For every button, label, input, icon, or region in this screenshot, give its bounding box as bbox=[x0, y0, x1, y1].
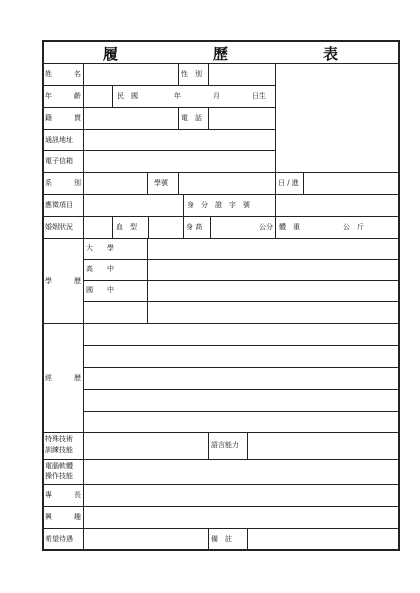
col-line bbox=[178, 107, 179, 129]
expected-salary-field[interactable] bbox=[84, 529, 207, 549]
label-year: 年 bbox=[174, 92, 181, 100]
label-position: 應徵項目 bbox=[45, 201, 73, 209]
label-specialty-b: 長 bbox=[74, 491, 81, 499]
label-expected-salary: 希望待遇 bbox=[45, 535, 73, 543]
university-field[interactable] bbox=[148, 239, 398, 258]
label-computer-line2: 操作技能 bbox=[45, 472, 73, 480]
photo-area[interactable] bbox=[276, 64, 397, 171]
label-blood-type: 血 型 bbox=[116, 223, 137, 231]
col-line bbox=[178, 63, 179, 85]
col-line bbox=[303, 172, 304, 194]
name-field[interactable] bbox=[84, 64, 177, 84]
border-bottom bbox=[42, 549, 400, 551]
col-line bbox=[275, 172, 276, 194]
high-school-field[interactable] bbox=[148, 260, 398, 279]
address-field[interactable] bbox=[84, 130, 274, 149]
label-hobby-a: 興 bbox=[45, 513, 52, 521]
label-age-a: 年 bbox=[45, 92, 52, 100]
label-experience-a: 經 bbox=[45, 374, 52, 382]
col-line bbox=[183, 216, 184, 238]
label-university: 大 學 bbox=[86, 244, 114, 252]
marital-field[interactable] bbox=[84, 217, 111, 237]
hobby-field[interactable] bbox=[84, 507, 398, 527]
label-weight: 體 重 bbox=[279, 223, 300, 231]
phone-field[interactable] bbox=[209, 108, 274, 128]
student-id-field[interactable] bbox=[179, 173, 274, 193]
border-left bbox=[42, 40, 44, 551]
label-native-b: 貫 bbox=[74, 114, 81, 122]
email-field[interactable] bbox=[84, 151, 274, 171]
label-name-a: 姓 bbox=[45, 70, 52, 78]
computer-skills-field[interactable] bbox=[84, 460, 398, 483]
label-gender: 性 別 bbox=[181, 70, 202, 78]
blood-type-field[interactable] bbox=[149, 217, 182, 237]
department-field[interactable] bbox=[84, 173, 146, 193]
label-skills-line1: 特殊技術 bbox=[45, 435, 73, 443]
label-marital: 婚姻狀況 bbox=[45, 223, 73, 231]
form-title: 履 歷 表 bbox=[102, 45, 378, 63]
label-day-night: 日 / 進 bbox=[278, 179, 299, 187]
position-field[interactable] bbox=[84, 195, 182, 215]
label-grade: 學號 bbox=[154, 179, 168, 187]
label-education-a: 學 bbox=[45, 277, 52, 285]
id-number-field[interactable] bbox=[276, 195, 397, 215]
col-line bbox=[208, 528, 209, 550]
middle-school-field[interactable] bbox=[148, 281, 398, 300]
language-field[interactable] bbox=[248, 433, 398, 458]
experience-field[interactable] bbox=[84, 324, 398, 431]
label-age-b: 齡 bbox=[74, 92, 81, 100]
col-line bbox=[275, 216, 276, 238]
label-day: 日生 bbox=[252, 92, 266, 100]
label-id-number: 身 分 證 字 號 bbox=[187, 201, 250, 209]
col-line bbox=[112, 216, 113, 238]
remarks-field[interactable] bbox=[248, 529, 398, 549]
label-remarks: 備 註 bbox=[211, 535, 232, 543]
label-skills-line2: 訓練技能 bbox=[45, 446, 73, 454]
label-language: 語言能力 bbox=[211, 441, 239, 449]
label-email: 電子信箱 bbox=[45, 157, 73, 165]
label-hobby-b: 趣 bbox=[74, 513, 81, 521]
label-phone: 電 話 bbox=[181, 114, 202, 122]
label-experience-b: 歷 bbox=[74, 374, 81, 382]
label-address: 通訊地址 bbox=[45, 136, 73, 144]
row-line bbox=[83, 301, 399, 302]
label-month: 月 bbox=[213, 92, 220, 100]
native-place-field[interactable] bbox=[84, 108, 177, 128]
label-dept-a: 系 bbox=[45, 179, 52, 187]
label-native-a: 籍 bbox=[45, 114, 52, 122]
label-computer-line1: 電腦軟體 bbox=[45, 462, 73, 470]
border-right bbox=[398, 40, 400, 551]
border-top bbox=[42, 40, 400, 42]
label-height: 身 高 bbox=[186, 223, 203, 231]
gender-field[interactable] bbox=[209, 64, 274, 84]
col-line bbox=[210, 216, 211, 238]
label-kg: 公 斤 bbox=[343, 223, 364, 231]
label-middle-school: 國 中 bbox=[86, 286, 114, 294]
col-line bbox=[208, 432, 209, 459]
label-high-school: 高 中 bbox=[86, 265, 114, 273]
label-specialty-a: 專 bbox=[45, 491, 52, 499]
row-line bbox=[42, 85, 275, 86]
label-education-b: 歷 bbox=[74, 277, 81, 285]
specialty-field[interactable] bbox=[84, 485, 398, 505]
label-name-b: 名 bbox=[74, 70, 81, 78]
label-cm: 公分 bbox=[259, 223, 273, 231]
col-line bbox=[183, 194, 184, 216]
skills-field[interactable] bbox=[84, 433, 207, 458]
col-line bbox=[112, 85, 113, 107]
label-minguo: 民 國 bbox=[117, 92, 138, 100]
col-line bbox=[147, 172, 148, 194]
label-dept-b: 別 bbox=[74, 179, 81, 187]
